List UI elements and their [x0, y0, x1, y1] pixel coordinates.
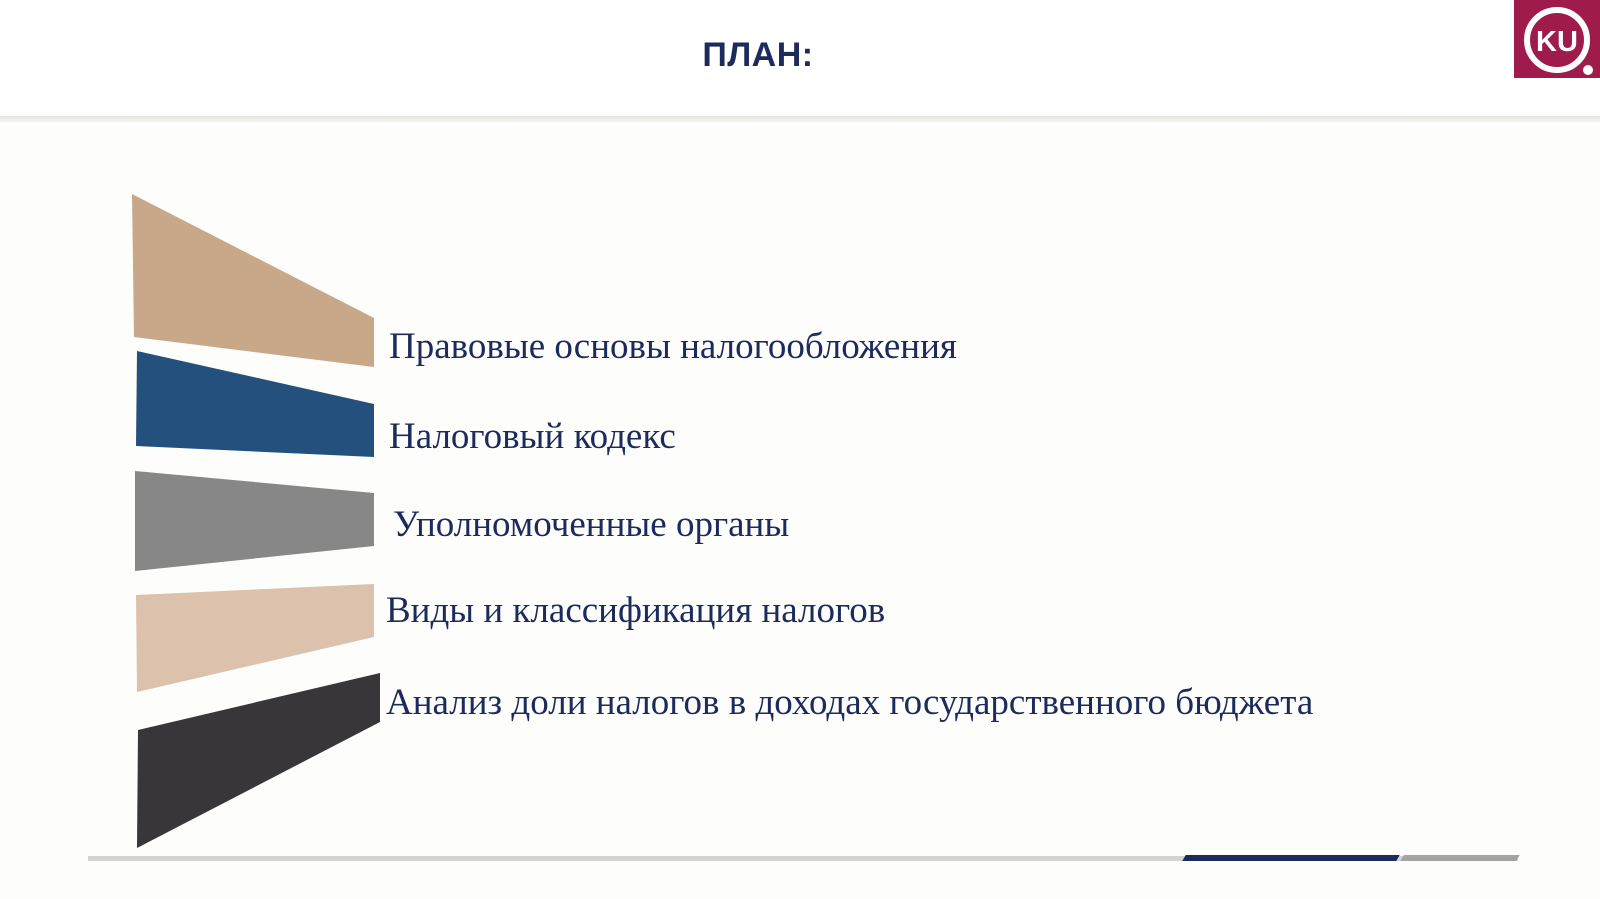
footer-accent-blue [1182, 855, 1399, 861]
footer-accent-gray [1400, 855, 1519, 861]
plan-item-label-2: Налоговый кодекс [389, 416, 676, 457]
plan-shape-4 [136, 584, 374, 692]
plan-item-label-1: Правовые основы налогообложения [389, 326, 957, 367]
plan-item-label-4: Виды и классификация налогов [386, 590, 886, 631]
plan-shape-2 [136, 351, 374, 457]
plan-item-label-3: Уполномоченные органы [393, 504, 790, 545]
logo-text: KU [1536, 26, 1578, 58]
plan-item-label-5: Анализ доли налогов в доходах государственного бюджета [386, 682, 1314, 723]
plan-shape-5 [137, 673, 380, 848]
plan-shape-3 [135, 471, 374, 571]
plan-shape-1 [132, 194, 374, 367]
page-title: ПЛАН: [702, 36, 814, 74]
